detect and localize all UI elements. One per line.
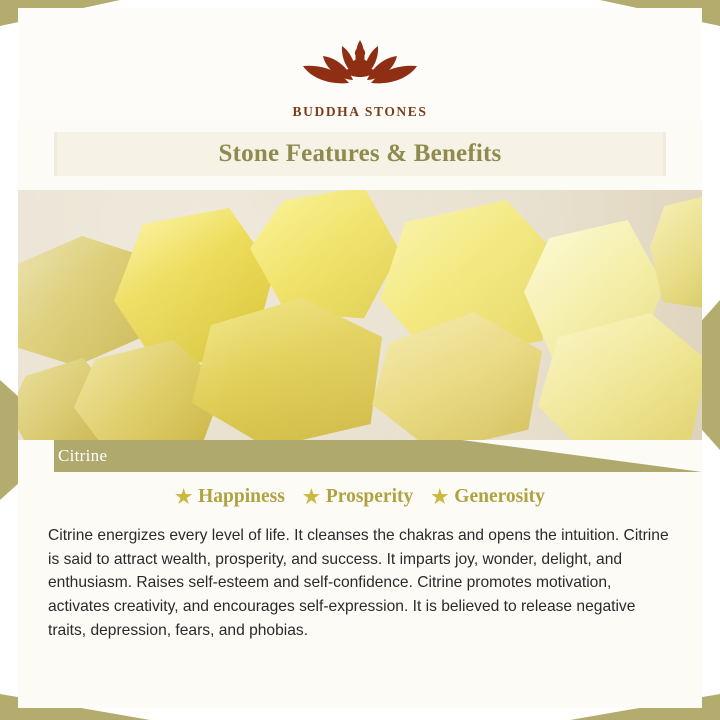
stone-name-bar <box>18 440 702 472</box>
stone-name: Citrine <box>58 446 108 465</box>
stone-photo <box>18 190 702 440</box>
keyword-generosity <box>424 486 552 508</box>
title-banner <box>54 132 666 176</box>
page-title: Stone Features & Benefits <box>218 140 502 167</box>
keyword-label: Prosperity <box>325 486 414 507</box>
frame-block-bottom-left <box>0 700 20 720</box>
frame-block-top-left <box>0 0 20 20</box>
lotus-meditation-figure-icon <box>285 26 435 98</box>
brand-name: BUDDHA STONES <box>292 104 428 119</box>
keyword-label: Happiness <box>198 486 285 507</box>
name-bar-notch <box>18 440 54 472</box>
keyword-label: Generosity <box>454 486 545 507</box>
star-icon: ★ <box>175 486 193 508</box>
keyword-row <box>18 472 702 518</box>
brand-header <box>18 8 702 120</box>
star-icon: ★ <box>302 486 320 508</box>
info-card <box>18 8 702 708</box>
keyword-prosperity <box>296 486 420 508</box>
name-bar-taper <box>462 440 702 472</box>
frame-block-top-right <box>700 0 720 20</box>
keyword-happiness <box>168 486 292 508</box>
star-icon: ★ <box>431 486 449 508</box>
stone-description: Citrine energizes every level of life. It cleanses the chakras and opens the intuition. Citrine is said to attract wealth, prosperity, and success. It imparts joy, wonder, delight, and enthusiasm. Raises self-esteem and self-confidence. Citrine promotes motivation, activates creativity, and encourages self-expression. It is believed to release negative traits, depression, fears, and phobias. <box>48 527 669 639</box>
frame-block-bottom-right <box>700 700 720 720</box>
